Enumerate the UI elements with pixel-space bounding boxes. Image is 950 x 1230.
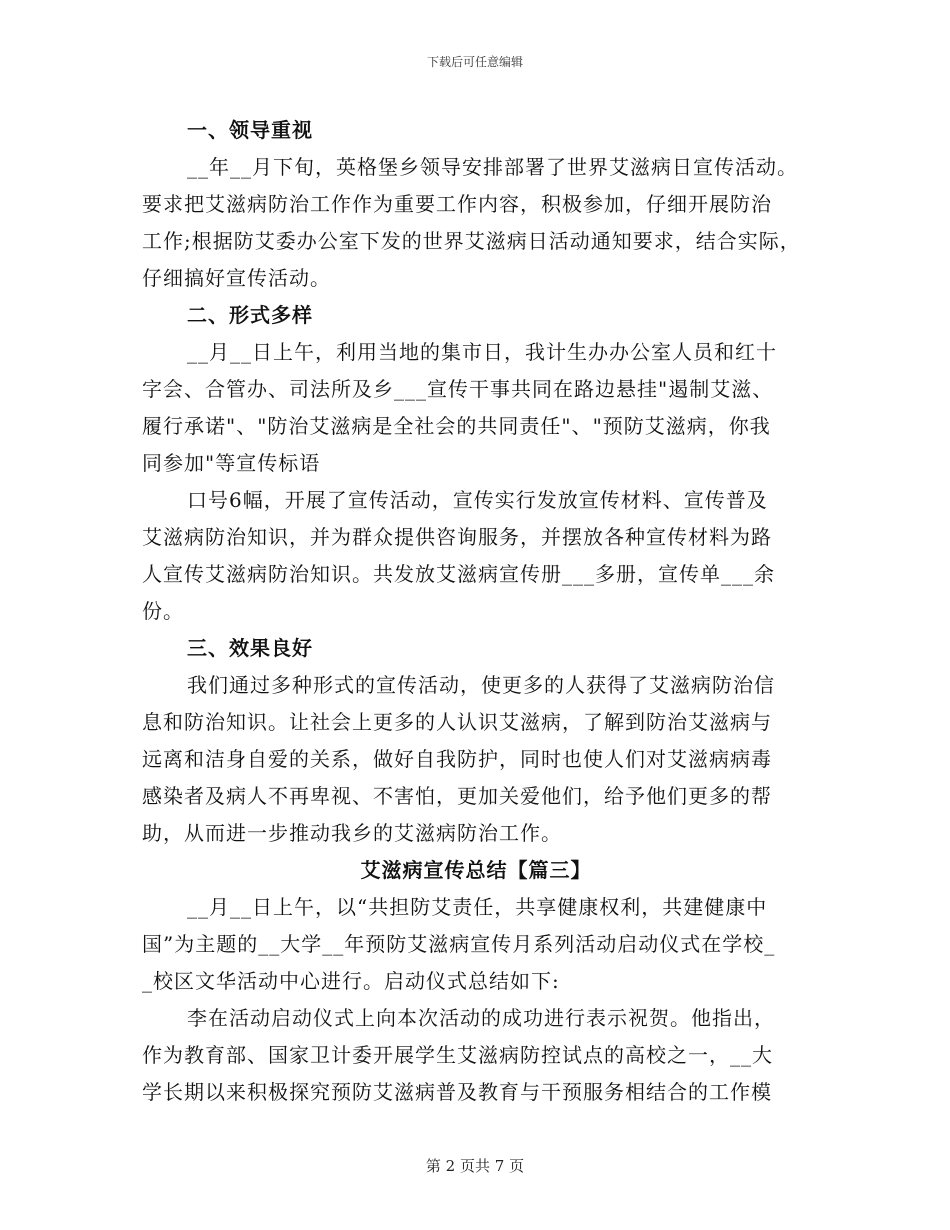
paragraph-first-line: __月__日上午，利用当地的集市日，我计生办办公室人员和红十 [187,340,777,364]
body-line: 工作;根据防艾委办公室下发的世界艾滋病日活动通知要求，结合实际， [142,229,801,253]
body-line: 远离和洁身自爱的关系，做好自我防护，同时也使人们对艾滋病病毒 [142,747,772,771]
body-line: _校区文华活动中心进行。启动仪式总结如下: [142,969,560,993]
section-heading: 三、效果良好 [187,636,313,660]
body-line: 仔细搞好宣传活动。 [142,266,331,290]
body-line: 份。 [142,599,184,623]
body-line: 艾滋病防治知识，并为群众提供咨询服务，并摆放各种宣传材料为路 [142,525,772,549]
body-line: 要求把艾滋病防治工作作为重要工作内容，积极参加，仔细开展防治 [142,192,772,216]
body-line: 息和防治知识。让社会上更多的人认识艾滋病，了解到防治艾滋病与 [142,710,772,734]
section-title: 艾滋病宣传总结【篇三】 [360,858,592,882]
section-heading: 二、形式多样 [187,303,313,327]
paragraph-first-line: 口号6幅，开展了宣传活动，宣传实行发放宣传材料、宣传普及 [187,488,768,512]
body-line: 国”为主题的__大学__年预防艾滋病宣传月系列活动启动仪式在学校_ [142,932,776,956]
body-line: 同参加"等宣传标语 [142,451,321,475]
body-line: 作为教育部、国家卫计委开展学生艾滋病防控试点的高校之一，__大 [142,1043,773,1067]
body-line: 学长期以来积极探究预防艾滋病普及教育与干预服务相结合的工作模 [142,1080,772,1104]
paragraph-first-line: 李在活动启动仪式上向本次活动的成功进行表示祝贺。他指出， [187,1006,775,1030]
body-line: 助，从而进一步推动我乡的艾滋病防治工作。 [142,821,562,845]
document-body [142,112,810,1111]
paragraph-first-line: __年__月下旬，英格堡乡领导安排部署了世界艾滋病日宣传活动。 [187,155,798,179]
page-number: 第 2 页共 7 页 [425,1157,525,1175]
paragraph-first-line: 我们通过多种形式的宣传活动，使更多的人获得了艾滋病防治信 [187,673,775,697]
body-line: 字会、合管办、司法所及乡___宣传干事共同在路边悬挂"遏制艾滋、 [142,377,774,401]
body-line: 人宣传艾滋病防治知识。共发放艾滋病宣传册___多册，宣传单___余 [142,562,775,586]
paragraph-first-line: __月__日上午，以“共担防艾责任，共享健康权利，共建健康中 [187,895,768,919]
section-heading: 一、领导重视 [187,118,313,142]
body-line: 履行承诺"、"防治艾滋病是全社会的共同责任"、"预防艾滋病，你我 [142,414,771,438]
body-line: 感染者及病人不再卑视、不害怕，更加关爱他们，给予他们更多的帮 [142,784,772,808]
header-note: 下载后可任意编辑 [426,55,523,69]
